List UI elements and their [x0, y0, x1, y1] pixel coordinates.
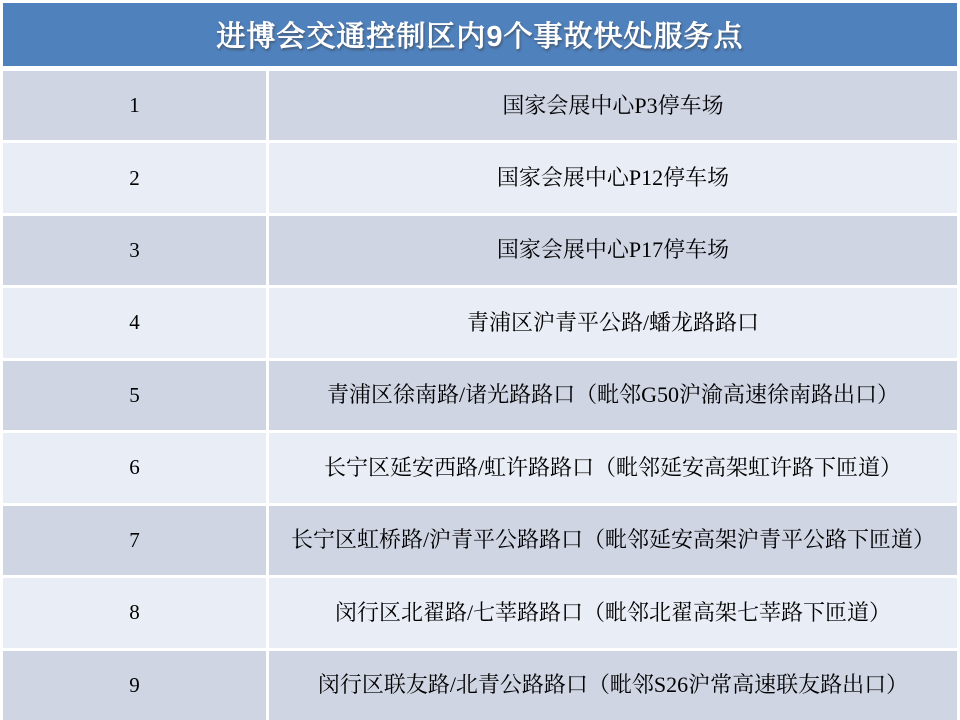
location-cell: 国家会展中心P17停车场 — [269, 216, 957, 285]
row-number-cell: 7 — [3, 506, 266, 575]
table-row — [3, 578, 957, 647]
location-cell: 国家会展中心P12停车场 — [269, 143, 957, 212]
service-point-table — [3, 71, 957, 720]
table-row — [3, 506, 957, 575]
page-title: 进博会交通控制区内9个事故快处服务点 — [216, 21, 744, 53]
table-row — [3, 288, 957, 357]
row-number-cell: 4 — [3, 288, 266, 357]
table-title-bar — [3, 3, 957, 66]
location-cell: 长宁区虹桥路/沪青平公路路口（毗邻延安高架沪青平公路下匝道） — [269, 506, 957, 575]
table-row — [3, 433, 957, 502]
row-number-cell: 3 — [3, 216, 266, 285]
table-row — [3, 143, 957, 212]
table-row — [3, 216, 957, 285]
row-number-cell: 6 — [3, 433, 266, 502]
row-number-cell: 8 — [3, 578, 266, 647]
location-cell: 国家会展中心P3停车场 — [269, 71, 957, 140]
location-cell: 闵行区联友路/北青公路路口（毗邻S26沪常高速联友路出口） — [269, 651, 957, 720]
row-number-cell: 1 — [3, 71, 266, 140]
row-number-cell: 2 — [3, 143, 266, 212]
location-cell: 青浦区沪青平公路/蟠龙路路口 — [269, 288, 957, 357]
row-number-cell: 5 — [3, 361, 266, 430]
row-number-cell: 9 — [3, 651, 266, 720]
table-row — [3, 71, 957, 140]
table-row — [3, 361, 957, 430]
table-row — [3, 651, 957, 720]
location-cell: 闵行区北翟路/七莘路路口（毗邻北翟高架七莘路下匝道） — [269, 578, 957, 647]
location-cell: 青浦区徐南路/诸光路路口（毗邻G50沪渝高速徐南路出口） — [269, 361, 957, 430]
location-cell: 长宁区延安西路/虹许路路口（毗邻延安高架虹许路下匝道） — [269, 433, 957, 502]
